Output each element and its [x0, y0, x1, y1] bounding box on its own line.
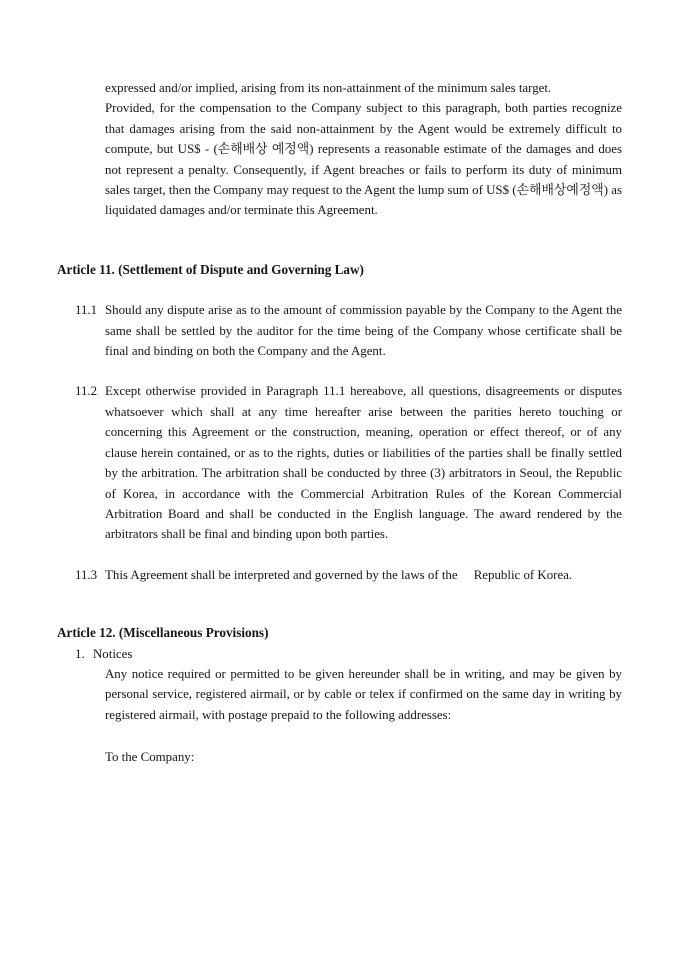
- list-item-notices: [75, 644, 622, 664]
- intro-paragraphs: [105, 78, 622, 221]
- article-12-heading: Article 12. (Miscellaneous Provisions): [57, 625, 269, 641]
- clause-number: 11.2: [75, 384, 98, 399]
- clause-text: Should any dispute arise as to the amount of commission payable by the Company to the Agent the same shall be settled by the auditor for the time being of the Company whose certificate shall be final and binding on both the Company and the Agent.: [105, 303, 622, 359]
- article-11-heading: Article 11. (Settlement of Dispute and Governing Law): [57, 261, 364, 277]
- clause-number: 11.3: [75, 567, 98, 582]
- list-item-number: 1.: [75, 646, 85, 661]
- clause-11-1: [75, 300, 622, 361]
- paragraph-nonattainment: expressed and/or implied, arising from its non-attainment of the minimum sales target.: [105, 81, 552, 95]
- paragraph-liquidated-damages: Provided, for the compensation to the Company subject to this paragraph, both parties recognize that damages arising from the said non-attainment by the Agent would be extremely difficult to compute, but US$ - (손해배상 예정액) represents a reasonable estimate of the damages and does not represent a penalty. Consequently, if Agent breaches or fails to perform its duty of minimum sales target, then the Company may request to the Agent the lump sum of US$ (손해배상예정액) as liquidated damages and/or terminate this Agreement.: [105, 101, 622, 218]
- clause-11-3: [75, 565, 622, 585]
- clause-number: 11.1: [75, 303, 98, 318]
- clause-text: This Agreement shall be interpreted and governed by the laws of the Republic of Korea.: [105, 567, 573, 582]
- clause-11-2: [75, 381, 622, 544]
- clause-text: Except otherwise provided in Paragraph 11.1 hereabove, all questions, disagreements or disputes whatsoever which shall at any time hereafter arise between the parities hereto touching or concerning this Agreement or the construction, meaning, operation or effect thereof, or of any clause herein contained, or as to the rights, duties or liabilities of the parties shall be finally settled by the arbitration. The arbitration shall be conducted by three (3) arbitrators in Seoul, the Republic of Korea, in accordance with the Commercial Arbitration Rules of the Korean Commercial Arbitration Board and shall be conducted in the English language. The award rendered by the arbitrators shall be final and binding upon both parties.: [105, 384, 622, 542]
- notices-paragraph: Any notice required or permitted to be given hereunder shall be in writing, and may be given by personal service, registered airmail, or by cable or telex if confirmed on the same day in writing by registered airmail, with postage prepaid to the following addresses:: [105, 666, 622, 722]
- list-item-title: Notices: [93, 646, 133, 661]
- to-company-label: To the Company:: [105, 750, 195, 765]
